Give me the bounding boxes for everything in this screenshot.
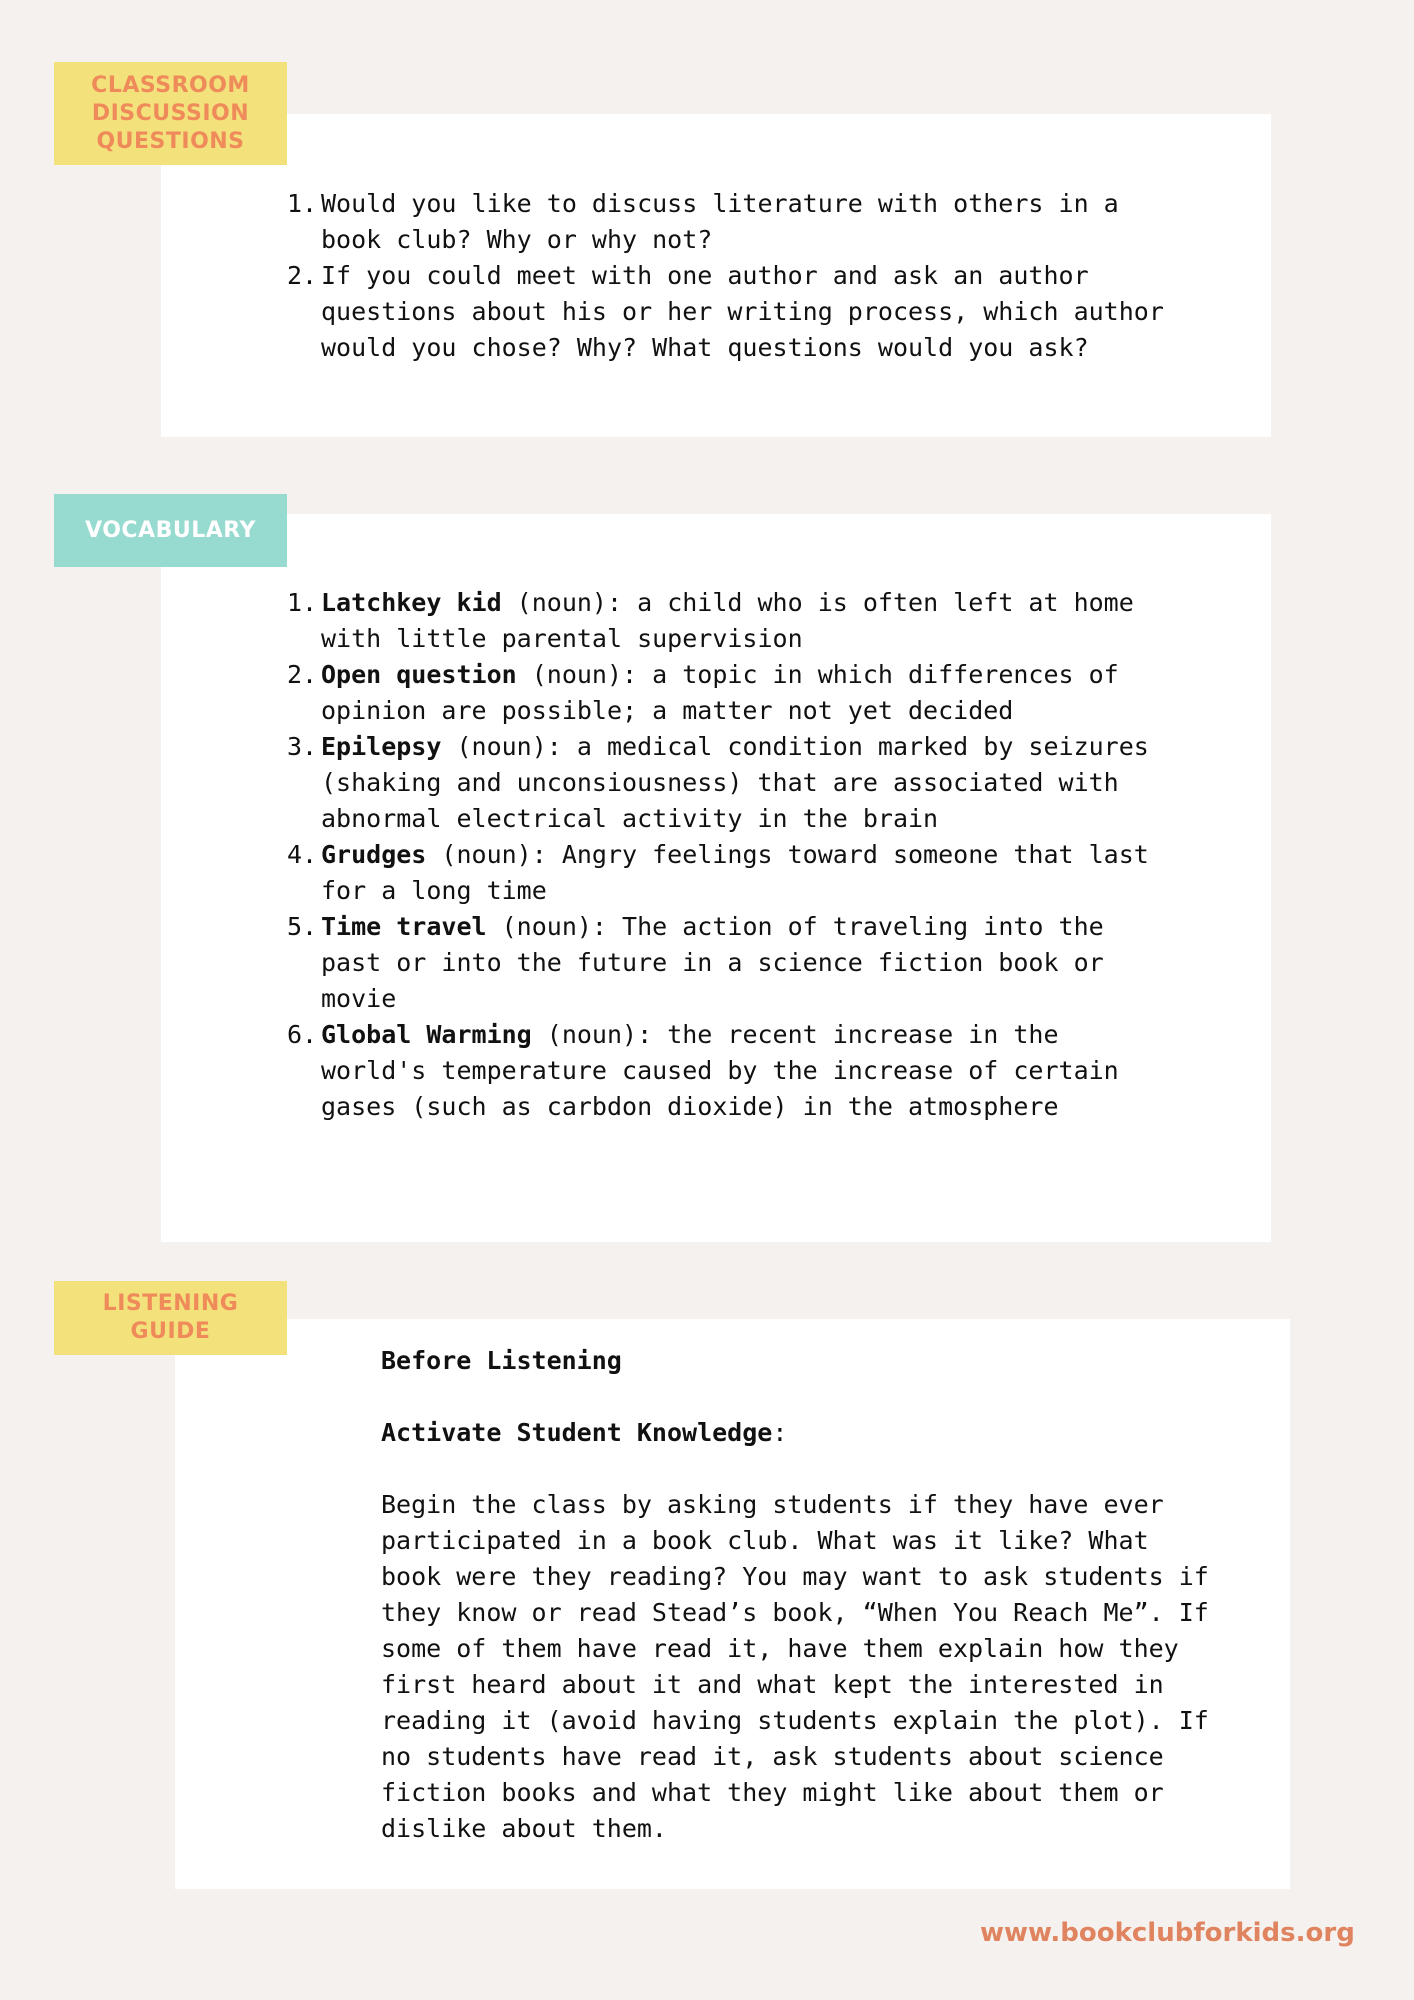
vocabulary-tag-label: VOCABULARY	[85, 517, 256, 543]
discussion-tag-line: DISCUSSION	[91, 100, 250, 126]
vocab-definition: Angry feelings toward someone that last for a long time	[321, 840, 1149, 905]
list-item: 4. Grudges (noun): Angry feelings toward someone that last for a long time	[287, 840, 1149, 905]
list-item: 3. Epilepsy (noun): a medical condition marked by seizures (shaking and unconsiousness) that are associated with abnormal electrical activity in the brain	[287, 732, 1149, 833]
section-heading: Before Listening	[381, 1346, 622, 1375]
listening-tag-line: LISTENING	[102, 1291, 239, 1316]
listening-guide-body	[381, 1343, 1211, 1847]
vocab-term: Time travel	[321, 912, 487, 941]
discussion-tag-line: CLASSROOM	[91, 72, 250, 98]
vocabulary-list	[287, 585, 1167, 1125]
list-item: 5. Time travel (noun): The action of traveling into the past or into the future in a science fiction book or movie	[287, 912, 1104, 1013]
list-item: 6. Global Warming (noun): the recent increase in the world's temperature caused by the increase of certain gases (such as carbdon dioxide) in the atmosphere	[287, 1020, 1119, 1121]
vocab-part-of-speech: (noun):	[486, 912, 623, 941]
vocab-part-of-speech: (noun):	[501, 588, 638, 617]
question-text: If you could meet with one author and ask an author questions about his or her writing process, which author would you chose? Why? What questions would you ask?	[321, 261, 1164, 362]
subheading-suffix: :	[772, 1418, 788, 1447]
vocab-term: Latchkey kid	[321, 588, 502, 617]
vocab-term: Grudges	[321, 840, 427, 869]
list-item: 2. Open question (noun): a topic in which differences of opinion are possible; a matter not yet decided	[287, 660, 1119, 725]
guide-paragraph: Begin the class by asking students if they have ever participated in a book club. What was it like? What book were they reading? You may want to ask students if they know or read Stead’s book, “When You Reach Me”. If some of them have read it, have them explain how they first heard about it and what kept the interested in reading it (avoid having students explain the plot). If no students have read it, ask students about science fiction books and what they might like about them or dislike about them.	[381, 1490, 1209, 1843]
discussion-section-tag	[54, 62, 287, 165]
vocabulary-section-tag	[54, 494, 287, 567]
section-subheading: Activate Student Knowledge	[381, 1418, 773, 1447]
discussion-tag-line: QUESTIONS	[96, 128, 245, 154]
vocab-term: Open question	[321, 660, 517, 689]
list-item: 1. Would you like to discuss literature with others in a book club? Why or why not?	[287, 189, 1119, 254]
vocab-part-of-speech: (noun):	[516, 660, 653, 689]
listening-section-tag	[54, 1281, 287, 1355]
vocab-definition: the recent increase in the world's temperature caused by the increase of certain gases (such as carbdon dioxide) in the atmosphere	[321, 1020, 1119, 1121]
discussion-questions-list	[287, 186, 1167, 366]
list-item: 2. If you could meet with one author and ask an author questions about his or her writing process, which author would you chose? Why? What questions would you ask?	[287, 261, 1164, 362]
vocab-definition: The action of traveling into the past or into the future in a science fiction book or movie	[321, 912, 1104, 1013]
vocab-part-of-speech: (noun):	[441, 732, 577, 761]
list-item: 1. Latchkey kid (noun): a child who is often left at home with little parental supervision	[287, 588, 1134, 653]
vocab-term: Epilepsy	[321, 732, 442, 761]
vocab-definition: a medical condition marked by seizures (shaking and unconsiousness) that are associated with abnormal electrical activity in the brain	[321, 732, 1149, 833]
footer-url: www.bookclubforkids.org	[980, 1918, 1355, 1948]
vocab-part-of-speech: (noun):	[426, 840, 562, 869]
vocab-term: Global Warming	[321, 1020, 532, 1049]
listening-tag-line: GUIDE	[130, 1319, 211, 1344]
question-text: Would you like to discuss literature with others in a book club? Why or why not?	[321, 189, 1119, 254]
vocab-definition: a child who is often left at home with little parental supervision	[321, 588, 1134, 653]
vocab-part-of-speech: (noun):	[531, 1020, 668, 1049]
vocab-definition: a topic in which differences of opinion are possible; a matter not yet decided	[321, 660, 1119, 725]
